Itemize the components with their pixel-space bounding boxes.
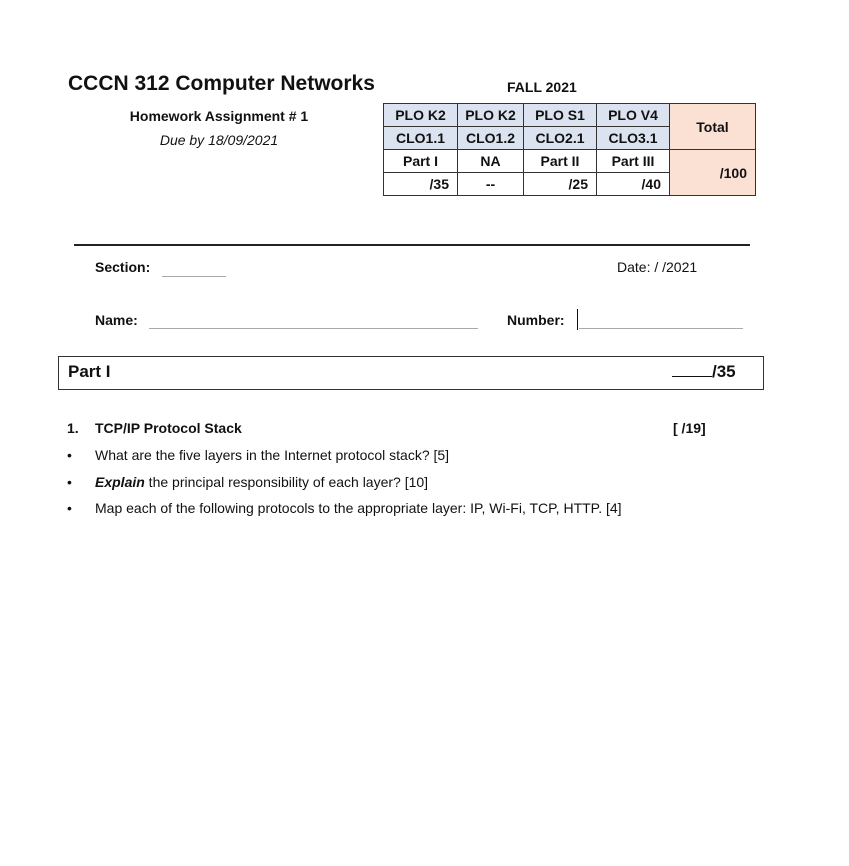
part-cell: NA [458,150,524,173]
part-cell: Part II [524,150,597,173]
clo-cell: CLO2.1 [524,127,597,150]
number-field[interactable] [579,328,743,329]
emphasis-word: Explain [95,474,145,490]
plo-cell: PLO S1 [524,104,597,127]
total-label: Total [670,104,756,150]
assignment-title: Homework Assignment # 1 [129,108,309,124]
part-score: /35 [672,362,736,382]
score-blank [672,362,712,377]
clo-cell: CLO3.1 [597,127,670,150]
score-cell: /25 [524,173,597,196]
bullet-item: Map each of the following protocols to the appropriate layer: IP, Wi-Fi, TCP, HTTP. [4] [95,500,622,516]
course-title: CCCN 312 Computer Networks [68,72,375,95]
plo-cell: PLO K2 [458,104,524,127]
question-title: TCP/IP Protocol Stack [95,420,242,436]
question-number: 1. [67,420,79,436]
total-score: /100 [670,150,756,196]
plo-cell: PLO K2 [384,104,458,127]
name-label: Name: [95,312,138,328]
clo-cell: CLO1.1 [384,127,458,150]
clo-cell: CLO1.2 [458,127,524,150]
part-cell: Part III [597,150,670,173]
question-points: [ /19] [673,420,706,436]
grade-table [383,103,756,196]
bullet-dot: • [67,447,72,463]
semester: FALL 2021 [507,79,577,95]
bullet-item: What are the five layers in the Internet protocol stack? [5] [95,447,450,463]
part-cell: Part I [384,150,458,173]
number-label: Number: [507,312,565,328]
due-date: Due by 18/09/2021 [159,132,279,148]
plo-cell: PLO V4 [597,104,670,127]
date-field: Date: / /2021 [617,259,698,275]
score-cell: /35 [384,173,458,196]
part-title: Part I [68,362,111,381]
section-label: Section: [95,259,151,275]
score-cell: /40 [597,173,670,196]
bullet-item: Explain the principal responsibility of each layer? [10] [95,474,429,490]
header-divider [74,244,750,246]
name-field[interactable] [149,328,478,329]
bullet-dot: • [67,474,72,490]
bullet-dot: • [67,500,72,516]
text-cursor [577,309,578,330]
score-cell: -- [458,173,524,196]
part-header-box [58,356,764,390]
section-field[interactable] [162,276,226,277]
